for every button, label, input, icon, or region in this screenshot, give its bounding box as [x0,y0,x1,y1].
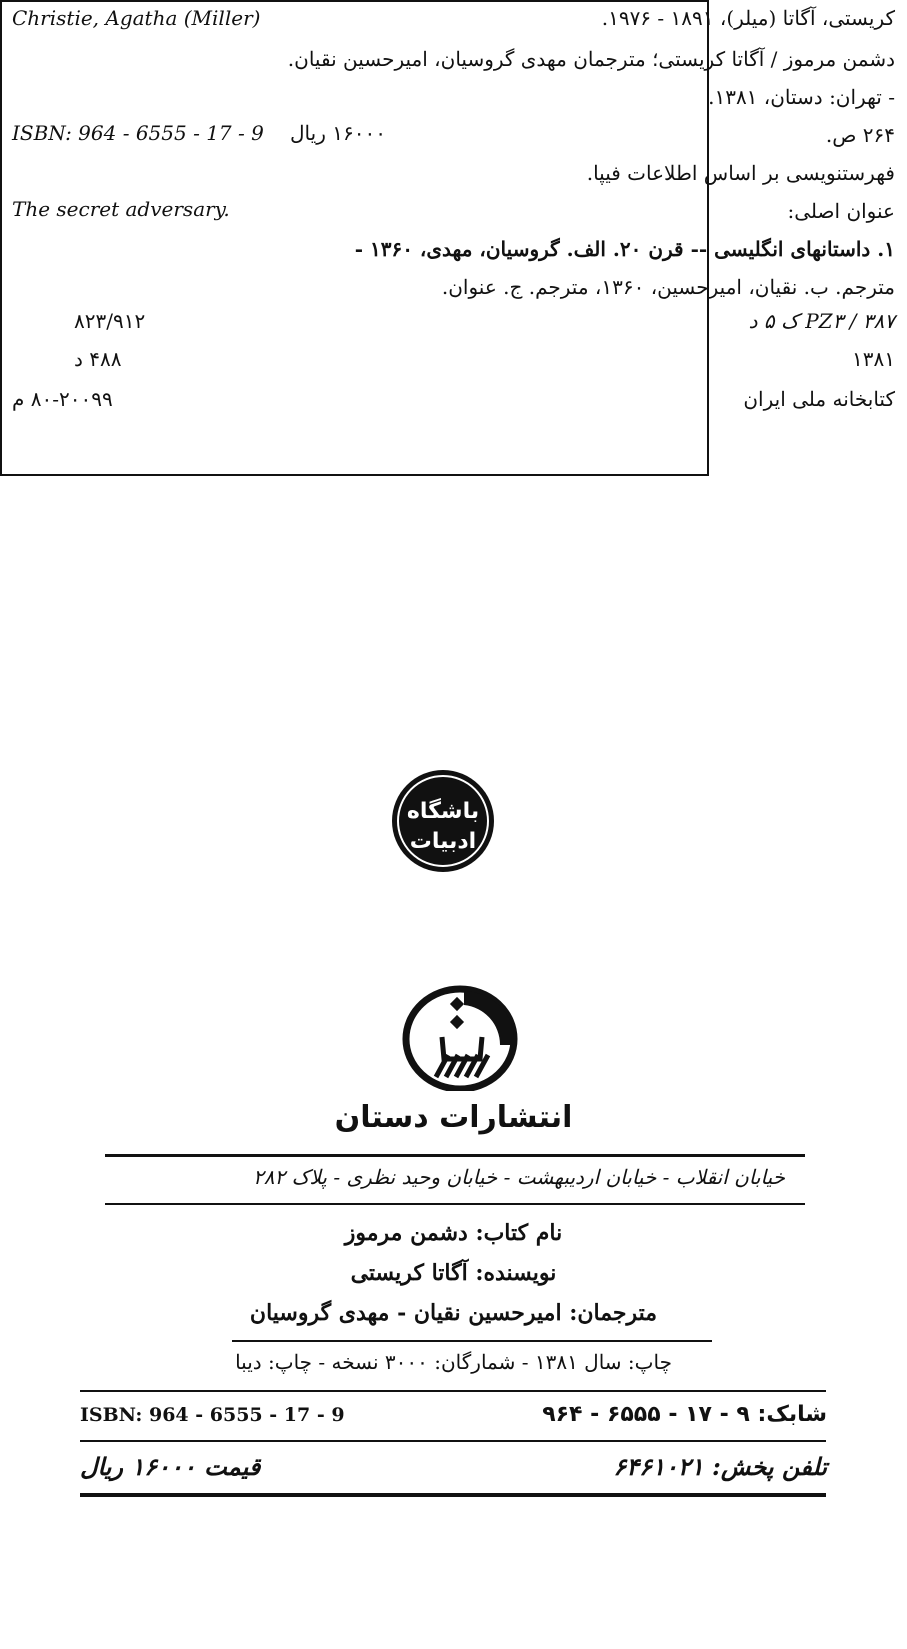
price-catalog: ۱۶۰۰۰ ریال [290,121,386,145]
pages: ۲۶۴ ص. [825,123,895,147]
imprint: - تهران: دستان، ۱۳۸۱. [708,85,895,109]
club-text-1: باشگاه [406,799,480,824]
book-translators: مترجمان: امیرحسین نقیان - مهدی گروسیان [249,1300,658,1326]
print-info: چاپ: سال ۱۳۸۱ - شمارگان: ۳۰۰۰ نسخه - چاپ: دیبا [235,1350,672,1374]
divider-address [105,1203,805,1205]
divider-isbn-bottom [80,1440,826,1442]
original-title-en: The secret adversary. [12,197,230,221]
book-title: نام کتاب: دشمن مرموز [344,1220,563,1246]
footer-isbn-fa: شابک: ۹ - ۱۷ - ۶۵۵۵ - ۹۶۴ [542,1402,827,1427]
lc-class: PZ۳ / ۳۸۷ ک ۵ د [748,309,895,333]
book-author: نویسنده: آگاتا کریستی [350,1260,557,1286]
subjects-line-2: مترجم. ب. نقیان، امیرحسین، ۱۳۶۰، مترجم. ج. عنوان. [441,275,895,299]
footer-price: قیمت ۱۶۰۰۰ ریال [80,1452,261,1481]
dewey-cutter: ۴۸۸ د [74,347,122,371]
publisher-name: انتشارات دستان [334,1100,573,1135]
divider-top-thick [105,1154,805,1157]
dewey-number: ۸۲۳/۹۱۲ [74,309,146,333]
year: ۱۳۸۱ [852,347,895,371]
author-fa: کریستی، آگاتا (میلر)، ۱۸۹۱ - ۱۹۷۶. [601,6,895,30]
library-name: کتابخانه ملی ایران [743,387,895,411]
footer-isbn-en: ISBN: 964 - 6555 - 17 - 9 [80,1404,345,1426]
divider-footer-thick [80,1493,826,1497]
fipa-note: فهرستنویسی بر اساس اطلاعات فیپا. [586,161,895,185]
club-text-2: ادبیات [409,829,477,854]
literature-club-logo [390,768,496,874]
title-line: دشمن مرموز / آگاتا کریستی؛ مترجمان مهدی گروسیان، امیرحسین نقیان. [287,47,895,71]
cataloging-box [0,0,895,476]
footer-phone: تلفن پخش: ۶۴۶۱۰۲۱ [613,1452,827,1481]
divider-short [232,1340,712,1342]
divider-isbn-top [80,1390,826,1392]
original-title-label: عنوان اصلی: [787,199,895,223]
publisher-emblem-icon [400,985,520,1091]
publisher-address: خیابان انقلاب - خیابان اردیبهشت - خیابان وحید نظری - پلاک ۲۸۲ [253,1165,785,1189]
control-number: ۸۰-۲۰۰۹۹ م [12,387,113,411]
subjects-line-1: ۱. داستانهای انگلیسی -- قرن ۲۰. الف. گروسیان، مهدی، ۱۳۶۰ - [354,237,895,261]
isbn-en-catalog: ISBN: 964 - 6555 - 17 - 9 [12,121,264,145]
author-en: Christie, Agatha (Miller) [12,6,261,30]
